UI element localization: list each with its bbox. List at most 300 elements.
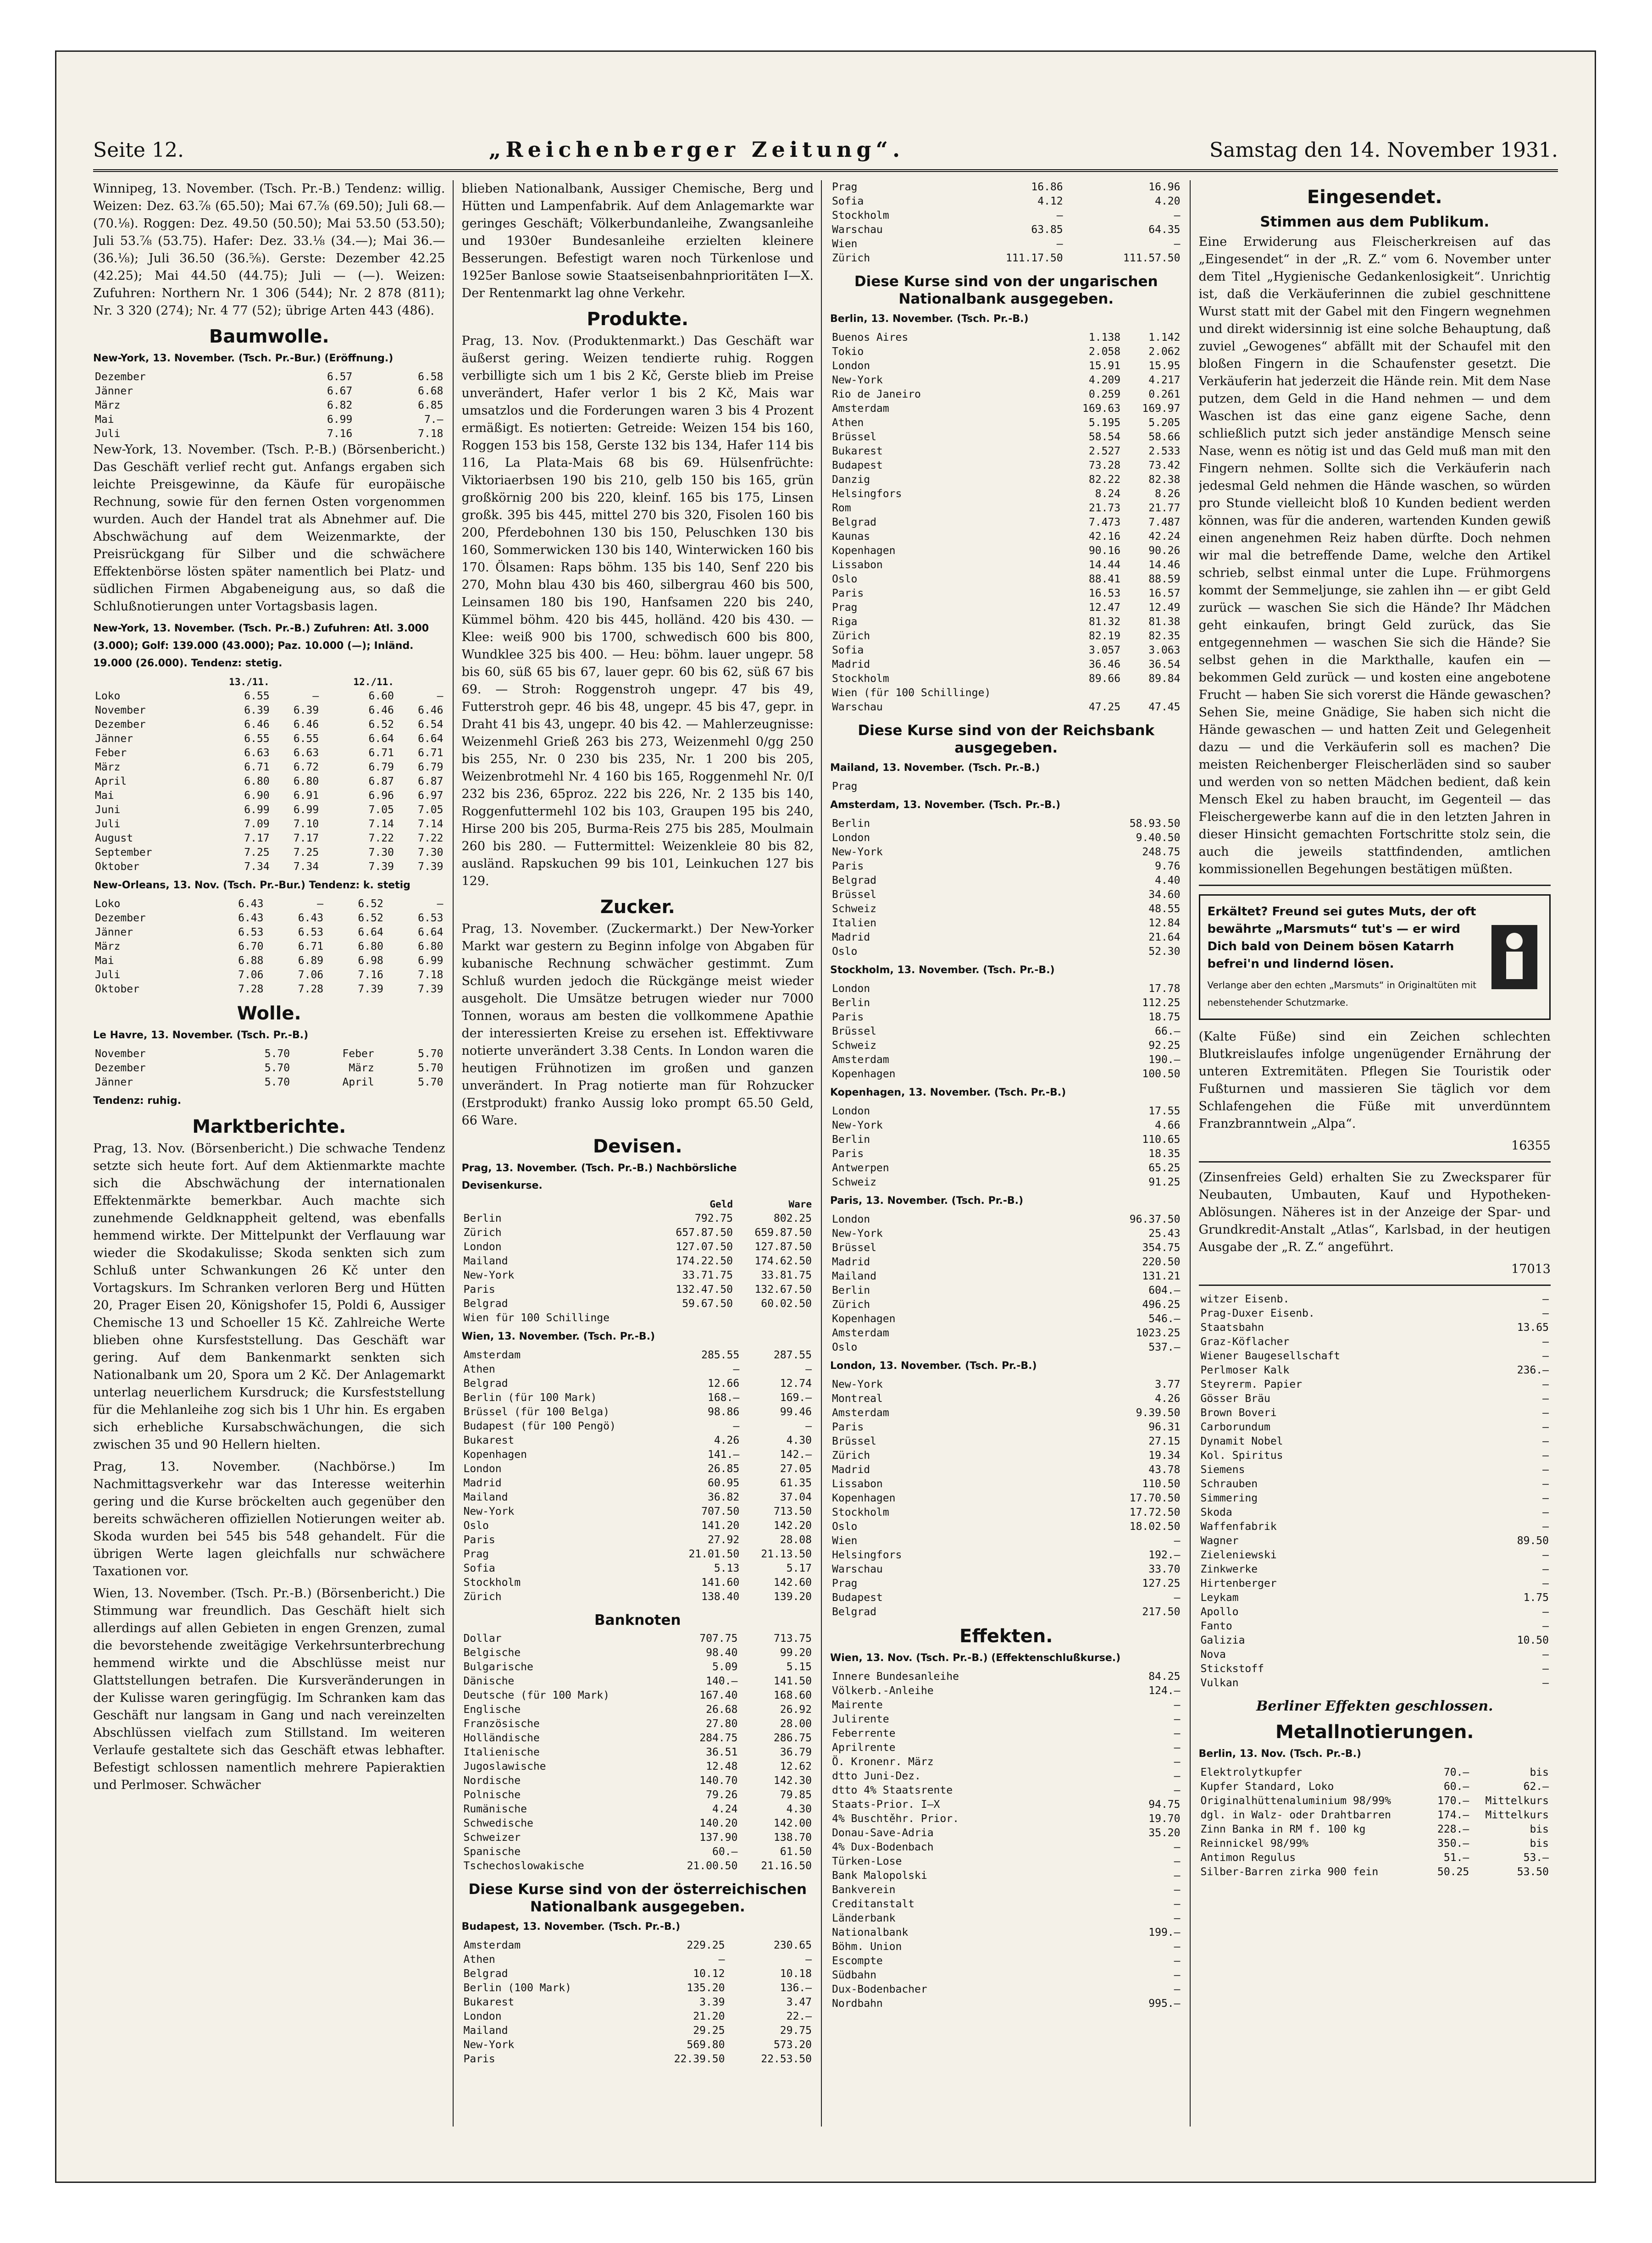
table-cell: Paris [832,1148,864,1160]
table-row [830,1067,1182,1081]
table-cell: 6.97 [418,790,443,802]
table-row [830,1883,1182,1897]
table-cell: 88.59 [1148,573,1181,585]
table-cell: Galizia [1200,1634,1245,1646]
table-cell: 7.05 [368,804,394,816]
table-cell: 2.533 [1148,445,1181,457]
table-cell: 167.40 [699,1689,738,1701]
table-cell: 138.70 [773,1832,812,1844]
table-cell: Berlin (100 Mark) [463,1982,571,1994]
table-row [830,1392,1182,1406]
table-cell: 111.57.50 [1123,252,1181,264]
table-cell: 5.70 [418,1076,443,1088]
trademark-figure-icon [1487,920,1542,994]
table-cell: Riga [832,616,858,628]
table-row [93,1061,445,1075]
table-cell: Rom [832,502,851,514]
table-cell: Zinn Banka in RM f. 100 kg [1200,1823,1366,1835]
table-cell: 9.39.50 [1136,1407,1181,1419]
marsmuts-headline: Erkältet? Freund sei gutes Muts, der oft bewährte „Marsmuts“ tut's — er wird Dich bald von Deinem bösen Katarrh befrei'n und lindernd lösen. [1207,905,1476,971]
table-cell: — [1174,1742,1181,1754]
table-cell: Mailand [463,1255,508,1267]
table-row [462,1377,814,1391]
table-row [1199,1548,1551,1562]
table-cell: 236.— [1517,1364,1549,1376]
table-cell: März [95,941,121,953]
table-row [830,209,1182,223]
table-row [462,1462,814,1476]
section-title-metall: Metallnotierungen. [1275,1722,1474,1743]
table-cell: Deutsche (für 100 Mark) [463,1689,610,1701]
table-cell: 60.02.50 [761,1298,812,1310]
table-cell: Prag [463,1548,489,1560]
table-cell: Dynamit Nobel [1200,1435,1283,1447]
table-cell: Berlin [832,818,870,830]
table-cell: New-York [463,1506,515,1517]
table-cell: Wien (für 100 Schillinge) [832,687,991,699]
table-row [830,1312,1182,1326]
table-cell: Wiener Baugesellschaft [1200,1350,1341,1362]
table-cell: Brown Boveri [1200,1407,1277,1419]
kalte-fuesse-advert: (Kalte Füße) sind ein Zeichen schlechten Blutkreislaufes infolge ungenügender Ernährung der unteren Extremitäten. Pflegen Sie Touristik oder Fußturnen und massieren Sie täglich vor dem Schlafengehen die Füße mit unverdünntem Franzbranntwein „Alpa“. [1198,1030,1551,1131]
table-cell: 6.52 [358,898,383,910]
table-cell: 6.55 [244,690,270,702]
table-row [462,1311,814,1325]
table-cell: Nova [1200,1649,1226,1661]
table-row [462,1632,814,1646]
table-row [93,413,445,427]
table-cell: Amsterdam [832,1327,889,1339]
table-row [462,1405,814,1419]
table-cell: — [733,1363,740,1375]
table-cell: 82.35 [1148,630,1181,642]
table-row [93,968,445,982]
table-cell: Schweizer [463,1832,521,1844]
table-row [93,982,445,997]
table-cell: — [1542,1350,1549,1362]
table-row [830,515,1182,530]
table-cell: 21.73 [1088,502,1121,514]
table-row [830,1104,1182,1119]
table-cell: 5.205 [1148,417,1181,429]
table-cell: 10.18 [780,1968,812,1980]
table-cell: 792.75 [694,1213,733,1224]
table-row [830,1506,1182,1520]
table-cell: 4.20 [1155,195,1181,207]
table-cell: 7.39 [418,983,443,995]
table-row [830,444,1182,459]
ny-open-table [93,370,445,441]
table-cell: — [1174,1770,1181,1782]
table-cell: 132.67.50 [754,1284,812,1296]
prag-devisen-heading: Prag, 13. November. (Tsch. Pr.-B.) Nachbörsliche Devisenkurse. [461,1163,737,1191]
table-cell: 27.15 [1148,1435,1181,1447]
table-cell: Siemens [1200,1464,1245,1476]
table-row [830,1769,1182,1783]
table-cell: Madrid [832,931,870,943]
table-cell: 22.39.50 [674,2053,725,2065]
table-cell [1111,780,1147,794]
table-cell: 16.96 [1148,181,1181,193]
table-cell: Schweiz [832,1176,876,1188]
table-row [830,982,1182,996]
table-row [830,1577,1182,1591]
table-row [93,925,445,940]
ny2-table [93,675,445,874]
table-cell: 82.38 [1148,474,1181,486]
table-cell: Spanische [463,1846,521,1858]
table-cell [1063,686,1122,700]
table-row [1199,1378,1551,1392]
table-row [830,1241,1182,1255]
table-cell: 12.74 [780,1378,812,1390]
table-cell: Prag [832,1578,858,1589]
table-cell: — [1542,1506,1549,1518]
table-row [93,954,445,968]
table-row [462,1283,814,1297]
table-row [830,1670,1182,1684]
table-cell: Brüssel [832,889,876,901]
table-cell: Dezember [95,371,146,383]
table-cell: 60.95 [707,1477,740,1489]
table-cell: 6.53 [418,912,443,924]
table-row [830,1255,1182,1269]
table-cell: — [437,898,443,910]
table-row [1199,1449,1551,1463]
section-title-produkte: Produkte. [587,309,689,330]
table-cell: 7.22 [418,832,443,844]
table-cell: 169.97 [1142,403,1181,415]
table-row [462,1938,814,1953]
table-cell: 6.90 [244,790,270,802]
table-cell: 140.70 [699,1775,738,1787]
ny2-heading: New-York, 13. November. (Tsch. Pr.-B.) Zufuhren: Atl. 3.000 (3.000); Golf: 139.000 (43.000); Paz. 10.000 (—); Inländ. 19.000 (26.000). Tendenz: stetig. [93,623,429,669]
table-cell [1122,686,1182,700]
table-row [830,1053,1182,1067]
table-cell: Amsterdam [832,1407,889,1419]
table-cell: 7.25 [244,847,270,858]
table-cell: — [1542,1464,1549,1476]
table-cell: Lissabon [832,1478,883,1490]
table-cell: Feber [95,747,127,759]
table-cell: Wien [832,1535,858,1547]
table-cell: 8.24 [1095,488,1121,500]
table-cell: 286.75 [773,1732,812,1744]
table-cell: — [1174,1784,1181,1796]
table-cell: 6.82 [327,399,353,411]
table-cell: 36.82 [707,1491,740,1503]
table-cell: Sofia [832,195,864,207]
table-cell: New-York [463,1269,515,1281]
no-heading: New-Orleans, 13. Nov. (Tsch. Pr.-Bur.) Tendenz: k. stetig [93,880,410,891]
table-cell: — [1542,1393,1549,1405]
table-row [830,1434,1182,1449]
table-cell: 35.20 [1148,1827,1181,1839]
table-cell: 7.17 [293,832,319,844]
table-cell: 142.30 [773,1775,812,1787]
table-row [462,1845,814,1859]
table-cell: New-York [832,1379,883,1390]
table-row [830,572,1182,587]
table-cell: 36.46 [1088,659,1121,670]
table-cell: 22.— [786,2010,812,2022]
table-cell: 99.20 [780,1647,812,1659]
table-cell: 92.25 [1148,1040,1181,1052]
table-cell: Zürich [832,1450,870,1462]
table-cell: — [1542,1435,1549,1447]
table-cell: 7.14 [368,818,394,830]
table-row [830,1406,1182,1420]
banknoten-table [462,1632,814,1873]
table-cell: — [1174,1884,1181,1896]
table-cell: — [1174,1969,1181,1981]
table-cell: Skoda [1200,1506,1232,1518]
table-cell: 98.40 [706,1647,738,1659]
table-cell: London [832,1105,870,1117]
table-cell: 546.— [1148,1313,1181,1325]
table-cell: Apollo [1200,1606,1239,1618]
table-row [1199,1491,1551,1506]
table-row [462,1760,814,1774]
table-cell: Berlin [832,1285,870,1296]
amsterdam-table [830,817,1182,959]
table-cell: 174.22.50 [676,1255,733,1267]
table-cell: Prag-Duxer Eisenb. [1200,1307,1315,1319]
london-table [830,1378,1182,1619]
table-row [830,817,1182,831]
table-cell: 7.17 [244,832,270,844]
table-cell: 6.43 [238,912,264,924]
table-row [830,1326,1182,1340]
section-title-devisen: Devisen. [593,1136,682,1157]
table-cell: 12.62 [780,1761,812,1772]
table-row [830,1039,1182,1053]
table-cell: 141.20 [701,1520,740,1532]
paris-table [830,1213,1182,1355]
table-cell: 79.26 [706,1789,738,1801]
table-cell: 124.— [1148,1685,1181,1697]
table-cell: 66.— [1155,1025,1181,1037]
col-head [396,675,445,689]
table-cell: Stockholm [463,1577,521,1589]
table-cell: 5.70 [418,1062,443,1074]
table-cell: 16.57 [1148,587,1181,599]
table-row [830,1548,1182,1562]
table-cell: Graz-Köflacher [1200,1336,1290,1348]
table-cell: 7.34 [293,861,319,873]
table-cell: Helsingfors [832,488,902,500]
table-cell: — [1542,1663,1549,1675]
table-cell: 7.14 [418,818,443,830]
table-cell: 73.42 [1148,460,1181,471]
table-cell: 140.— [706,1675,738,1687]
table-cell: 6.79 [418,761,443,773]
table-cell: 28.00 [780,1718,812,1730]
table-cell: 6.87 [418,775,443,787]
column-3 [830,180,1191,2127]
table-cell: 42.16 [1088,531,1121,543]
table-row [830,700,1182,714]
table-cell: 127.87.50 [754,1241,812,1253]
table-cell: Leykam [1200,1592,1239,1604]
table-cell: witzer Eisenb. [1200,1293,1290,1305]
divider [1199,885,1551,886]
table-cell: 7.— [424,414,443,426]
table-cell: — [1056,238,1063,250]
table-cell: Paris [832,587,864,599]
table-cell: 36.79 [780,1746,812,1758]
table-cell: Bukarest [463,1434,515,1446]
table-row [1199,1562,1551,1577]
table-row [462,1533,814,1547]
table-row [1199,1292,1551,1307]
table-row [1199,1349,1551,1363]
table-cell: 168.60 [773,1689,812,1701]
table-cell: Paris [463,1284,495,1296]
table-row [462,1519,814,1533]
table-row [830,1968,1182,1983]
table-cell: 537.— [1148,1341,1181,1353]
table-row [830,180,1182,194]
col-head: 12./11. [353,676,394,687]
table-row [830,1869,1182,1883]
table-row [1199,1662,1551,1676]
table-row [93,860,445,874]
table-cell: 18.75 [1148,1011,1181,1023]
table-cell: 89.66 [1088,673,1121,685]
table-cell: 6.39 [244,704,270,716]
zinsenfreies-geld-advert: (Zinsenfreies Geld) erhalten Sie zu Zwecksparer für Neubauten, Umbauten, Kauf und Hypotheken-Ablösungen. Näheres ist in der Anzeige der Spar- und Grundkredit-Anstalt „Atlas“, Karlsbad, in der heutigen Ausgabe der „R. Z.“ angeführt. [1198,1170,1551,1254]
table-row [462,1660,814,1674]
table-cell: 61.50 [780,1846,812,1858]
table-cell: 573.20 [773,2039,812,2051]
table-row [1199,1605,1551,1619]
table-cell: Fanto [1200,1620,1232,1632]
table-row [830,845,1182,859]
table-cell: 4.30 [786,1803,812,1815]
table-cell: Schweiz [832,1040,876,1052]
table-cell: — [1542,1606,1549,1618]
table-row [1199,1837,1551,1851]
table-cell: 604.— [1148,1285,1181,1296]
wien-devisen-table [462,1348,814,1604]
table-cell: Polnische [463,1789,521,1801]
table-cell: 6.80 [418,941,443,953]
table-cell: Kopenhagen [832,1492,896,1504]
table-cell: 217.50 [1142,1606,1181,1618]
effekten-cont-table [1199,1292,1551,1690]
table-cell: 84.25 [1148,1671,1181,1683]
table-cell: Berlin [832,997,870,1009]
table-cell: Mai [95,414,114,426]
table-row [830,1798,1182,1812]
table-cell: 354.75 [1142,1242,1181,1254]
table-cell: 5.13 [714,1562,740,1574]
table-cell: 13.65 [1517,1322,1549,1334]
table-cell: Dux-Bodenbacher [832,1983,927,1995]
section-title-wolle: Wolle. [237,1003,301,1024]
table-cell: 6.70 [238,941,264,953]
table-cell: Dezember [95,1062,146,1074]
table-row [462,1419,814,1434]
table-cell: Berlin (für 100 Mark) [463,1392,597,1404]
table-cell: Sofia [463,1562,495,1574]
table-cell: 287.55 [773,1349,812,1361]
table-row [93,399,445,413]
table-cell: 168.— [707,1392,740,1404]
table-cell: Waffenfabrik [1200,1521,1277,1533]
table-cell: — [1542,1407,1549,1419]
table-row [830,930,1182,945]
table-cell: Amsterdam [832,403,889,415]
paris-heading: Paris, 13. November. (Tsch. Pr.-B.) [830,1195,1024,1207]
table-cell: 7.28 [298,983,324,995]
wolle-tendenz: Tendenz: ruhig. [93,1095,182,1107]
table-cell: 50.25 [1437,1866,1469,1878]
table-cell: — [1542,1450,1549,1462]
table-cell: 6.80 [244,775,270,787]
table-cell: 98.86 [707,1406,740,1418]
kopenhagen-table [830,1104,1182,1190]
table-cell: Simmering [1200,1492,1258,1504]
table-cell: 7.25 [293,847,319,858]
table-cell: Zürich [832,630,870,642]
table-cell: Belgrad [832,875,876,886]
table-row [93,831,445,846]
table-cell: 21.13.50 [761,1548,812,1560]
table-cell: 569.80 [687,2039,725,2051]
table-cell: — [718,1954,725,1966]
table-cell: 6.71 [368,747,394,759]
table-cell: 15.91 [1088,360,1121,372]
table-cell: — [1174,1728,1181,1739]
table-cell: 27.05 [780,1463,812,1475]
table-cell: 21.77 [1148,502,1181,514]
table-cell: — [1542,1307,1549,1319]
table-cell: 12.48 [706,1761,738,1772]
table-cell: Wagner [1200,1535,1239,1547]
table-cell: 82.22 [1088,474,1121,486]
table-row [830,996,1182,1010]
table-cell: — [1542,1478,1549,1490]
table-cell: 100.50 [1142,1068,1181,1080]
eingesendet-letter: Eine Erwiderung aus Fleischerkreisen auf das „Eingesendet“ in der „R. Z.“ vom 6. November unter dem Titel „Hygienische Gedankenlosigkeit“. Unrichtig ist, daß die Verkäuferinnen die zubiel geschnittene Wurst statt mit der Gabel mit den Fingern wegnehmen und direkt widersinnig ist eine solche Behauptung, daß zuviel „Gewogenes“ abfällt mit der Schaufel mit den bloßen Fingern in die Schaufenster gesetzt. Die Verkäuferin hat jederzeit die Hände rein. Mit dem Nase putzen, dem Geld in die Hand nehmen — und dem Waschen ist das eine ganz eigene Sache, denn schließlich putzt sich jeder anständige Mensch seine Nase, wenn es nötig ist und das Geld muß man mit den Fingern nehmen. Sollte sich die Verkäuferin nach jedesmal Geld nehmen die Hände waschen, so würden pro Stunde vielleicht bloß 10 Kunden bedient werden können, was für die anderen, wartenden Kunden gewiß einen angenehmen Reiz haben dürfte. Doch nehmen wir mal die betreffende Dame, welche den Artikel schrieb, selbst einmal unter die Lupe. Frühmorgens kommt der Semmeljunge, sie zahlen ihn — er gibt Geld zurück — waschen Sie sich die Hände? Ihr Mädchen geht einkaufen, bringt Geld zurück, das Sie entgegennehmen — waschen Sie sich die Hände? Sie selbst gehen in die Markthalle, kaufen ein — bekommen Geld zurück — und kosten eine angebotene Frucht — haben Sie sich vorerst die Hände gewaschen? Sehen Sie, meine Gnädige, Sie haben sich nicht die Hände gewaschen — und hatten Zeit und Gelegenheit dazu — und die Verkäuferin soll es machen? Die meisten Reichenberger Fleischerläden sind so sauber und werden von so netten Mädchen bedient, daß kein Mensch Ekel zu haben braucht, im Gegenteil — das Fleischergewerbe kann auf die in den letzten Jahren in dieser Hinsicht gemachten Fortschritte stolz sein, die auch die jeweils stattfindenden, amtlichen kommissionellen Begehungen bestätigen müßten. [1198,235,1551,876]
table-cell: 59.67.50 [682,1298,733,1310]
table-row [830,1147,1182,1161]
table-cell: Belgrad [463,1298,508,1310]
table-cell: Belgrad [463,1378,508,1390]
table-cell: — [1542,1521,1549,1533]
budapest-table [462,1938,814,2066]
table-cell: Warschau [832,1563,883,1575]
page-number: Seite 12. [93,138,184,162]
table-row [830,1997,1182,2011]
table-cell: 6.55 [244,733,270,745]
table-row [462,2038,814,2052]
table-cell: Jänner [95,385,133,397]
table-cell: Völkerb.-Anleihe [832,1685,934,1697]
table-cell: 5.09 [712,1661,738,1673]
table-cell: Juli [95,969,121,981]
table-row [462,1562,814,1576]
table-cell: 63.85 [1031,224,1063,236]
stimmen-heading: Stimmen aus dem Publikum. [1260,214,1490,230]
table-row [1199,1392,1551,1406]
col-head: Geld [710,1199,733,1210]
table-row [93,746,445,760]
table-cell: 6.64 [418,733,443,745]
table-row [462,2052,814,2066]
